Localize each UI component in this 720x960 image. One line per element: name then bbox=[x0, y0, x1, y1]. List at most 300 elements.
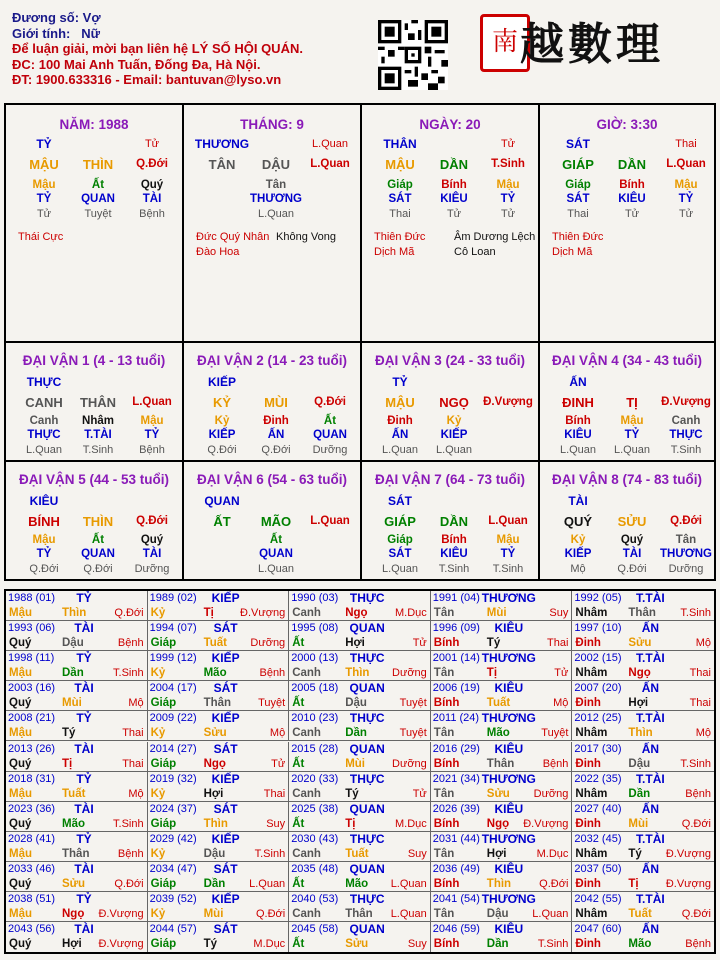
year-god: ẤN bbox=[641, 681, 660, 696]
hidden-can: Ất bbox=[269, 534, 283, 546]
year-state: T.Sinh bbox=[680, 607, 711, 619]
year-state: Mộ bbox=[128, 697, 144, 710]
dai-van-can: KỶ bbox=[212, 395, 232, 410]
year-cell bbox=[572, 742, 714, 772]
year-can: Giáp bbox=[150, 757, 177, 770]
year-can: Tân bbox=[433, 847, 455, 860]
year-state: Đ.Vượng bbox=[98, 908, 144, 920]
year-god: QUAN bbox=[349, 741, 385, 756]
year-label: 1998 (11) bbox=[8, 652, 55, 665]
extra-star: Cô Loan bbox=[454, 246, 496, 258]
year-state: Thai bbox=[689, 667, 711, 680]
hidden-god: TỶ bbox=[500, 548, 516, 560]
year-state: M.Dục bbox=[536, 847, 569, 860]
year-cell bbox=[148, 711, 290, 741]
year-god: TỶ bbox=[76, 892, 92, 906]
hidden-state: L.Quan bbox=[257, 563, 295, 575]
year-can: Kỷ bbox=[150, 908, 166, 920]
year-god: THỰC bbox=[349, 591, 385, 605]
year-chi: Ngọ bbox=[628, 667, 651, 680]
year-can: Giáp bbox=[150, 697, 177, 710]
hidden-can: Bính bbox=[619, 179, 645, 191]
year-cell bbox=[431, 681, 573, 711]
hidden-can: Bính bbox=[565, 415, 591, 427]
year-can: Giáp bbox=[150, 877, 177, 890]
year-label: 2020 (33) bbox=[291, 772, 339, 785]
year-god: KIÊU bbox=[494, 741, 524, 756]
year-chi: Mùi bbox=[628, 817, 649, 830]
year-can: Đinh bbox=[575, 637, 601, 650]
year-state: T.Sinh bbox=[537, 938, 569, 951]
year-state: Q.Đới bbox=[681, 817, 711, 830]
hidden-state: Tử bbox=[500, 208, 516, 220]
year-chi: Dậu bbox=[203, 847, 226, 860]
year-can: Canh bbox=[292, 727, 321, 740]
year-god: SÁT bbox=[213, 681, 238, 696]
year-can: Quý bbox=[9, 697, 32, 710]
hidden-can: Mậu bbox=[620, 415, 644, 427]
year-state: L.Quan bbox=[390, 877, 427, 890]
year-label: 2031 (44) bbox=[432, 832, 480, 845]
hidden-god: QUAN bbox=[259, 548, 293, 560]
dai-van-state: L.Quan bbox=[488, 515, 528, 527]
year-can: Quý bbox=[9, 637, 32, 650]
brand-seal: 南 bbox=[480, 14, 530, 72]
year-chi: Sửu bbox=[345, 938, 369, 951]
year-state: Mộ bbox=[695, 727, 711, 740]
hidden-can: Ất bbox=[91, 534, 105, 546]
year-state: Dưỡng bbox=[392, 757, 427, 770]
year-god: THỰC bbox=[349, 892, 385, 906]
dai-van-cell bbox=[6, 343, 184, 462]
year-state: Q.Đới bbox=[114, 607, 144, 619]
dai-van-rel: ẤN bbox=[569, 375, 587, 389]
year-can: Quý bbox=[9, 877, 32, 890]
year-god: QUAN bbox=[349, 861, 385, 876]
owner-line: Đương số: Vợ bbox=[12, 10, 101, 25]
year-chi: Dậu bbox=[62, 637, 84, 650]
year-god: TỶ bbox=[76, 771, 92, 786]
dai-van-chi: TỊ bbox=[626, 395, 638, 410]
pillar-state: Q.Đới bbox=[136, 158, 168, 170]
year-cell bbox=[6, 862, 148, 892]
year-god: QUAN bbox=[349, 801, 385, 816]
hidden-god: KIẾP bbox=[208, 429, 236, 441]
pillar-rel-left: THÂN bbox=[383, 137, 417, 151]
hidden-god: THƯƠNG bbox=[660, 548, 712, 560]
year-can: Đinh bbox=[575, 697, 601, 710]
hidden-state: Dưỡng bbox=[668, 563, 704, 575]
year-god: TỶ bbox=[76, 711, 92, 726]
hidden-state: Bệnh bbox=[139, 444, 165, 456]
hidden-can: Giáp bbox=[565, 179, 591, 191]
hidden-god: KIẾP bbox=[564, 548, 592, 560]
year-label: 2037 (50) bbox=[574, 862, 622, 875]
dai-van-cell bbox=[540, 462, 714, 579]
year-label: 2033 (46) bbox=[8, 862, 56, 875]
year-chi: Thân bbox=[486, 757, 515, 770]
year-label: 2006 (19) bbox=[432, 682, 480, 695]
year-chi: Mão bbox=[203, 667, 227, 680]
hidden-can: Kỷ bbox=[446, 415, 462, 427]
year-cell bbox=[148, 922, 290, 952]
hidden-state: Tử bbox=[446, 208, 462, 220]
year-label: 1988 (01) bbox=[8, 592, 56, 604]
year-god: SÁT bbox=[213, 922, 238, 937]
year-can: Quý bbox=[9, 757, 32, 770]
year-god: T.TÀI bbox=[636, 831, 665, 846]
contact-line: Để luận giải, mời bạn liên hệ LÝ SỐ HỘI QUÁN. bbox=[12, 41, 303, 56]
year-state: Đ.Vượng bbox=[240, 607, 286, 619]
year-state: Tuyệt bbox=[399, 697, 427, 710]
year-god: TỶ bbox=[76, 651, 92, 666]
year-cell bbox=[6, 651, 148, 681]
hidden-can: Mậu bbox=[496, 179, 520, 191]
year-cell bbox=[431, 922, 573, 952]
hidden-state: Tử bbox=[624, 208, 640, 220]
year-god: SÁT bbox=[213, 861, 238, 876]
hidden-god: SÁT bbox=[388, 193, 412, 205]
year-cell bbox=[148, 892, 290, 922]
year-state: Tử bbox=[412, 787, 427, 800]
year-cell bbox=[289, 922, 431, 952]
dai-van-title: ĐẠI VẬN 1 (4 - 13 tuổi) bbox=[22, 353, 166, 368]
year-can: Canh bbox=[292, 667, 321, 680]
year-chi: Mão bbox=[628, 938, 652, 951]
hidden-can: Tân bbox=[675, 534, 697, 546]
pillar-rel-left: THƯƠNG bbox=[194, 137, 250, 151]
year-chi: Dần bbox=[203, 877, 226, 890]
year-label: 1994 (07) bbox=[149, 622, 197, 635]
year-state: T.Sinh bbox=[113, 817, 144, 830]
hidden-god: SÁT bbox=[566, 193, 590, 205]
year-can: Bính bbox=[433, 817, 460, 830]
year-label: 1999 (12) bbox=[149, 652, 197, 665]
year-cell bbox=[148, 832, 290, 862]
dai-van-can: ĐINH bbox=[562, 395, 594, 410]
year-state: Thai bbox=[689, 697, 711, 710]
year-chi: Thìn bbox=[486, 877, 512, 890]
year-cell bbox=[6, 802, 148, 832]
year-god: QUAN bbox=[349, 681, 385, 696]
extra-star: Âm Dương Lệch bbox=[454, 231, 536, 243]
dai-van-can: MẬU bbox=[385, 395, 415, 410]
hidden-can: Ất bbox=[323, 415, 337, 427]
dai-van-state: Đ.Vượng bbox=[483, 396, 533, 408]
chart-grid bbox=[4, 103, 716, 581]
year-god: KIẾP bbox=[211, 831, 240, 846]
year-god: THƯƠNG bbox=[481, 711, 536, 726]
year-state: Dưỡng bbox=[392, 667, 427, 680]
year-chi: Ngọ bbox=[62, 908, 85, 920]
year-can: Quý bbox=[9, 938, 32, 951]
hidden-god: TỶ bbox=[36, 548, 52, 560]
year-state: Dưỡng bbox=[533, 787, 569, 800]
pillar-title: NGÀY: 20 bbox=[419, 117, 481, 132]
year-chi: Dần bbox=[628, 787, 651, 800]
phone-line: ĐT: 1900.633316 - Email: bantuvan@lyso.vn bbox=[12, 72, 282, 87]
year-chi: Ngọ bbox=[486, 817, 510, 830]
dai-van-rel: SÁT bbox=[388, 494, 412, 508]
pillar-state: L.Quan bbox=[310, 158, 350, 170]
dai-van-can: ẤT bbox=[213, 514, 231, 529]
hidden-god: SÁT bbox=[388, 548, 412, 560]
year-label: 2024 (37) bbox=[149, 802, 197, 815]
year-can: Giáp bbox=[150, 938, 177, 951]
hidden-state: Q.Đới bbox=[207, 444, 237, 456]
year-chi: Dần bbox=[345, 727, 367, 740]
year-state: Mộ bbox=[128, 787, 144, 800]
year-god: SÁT bbox=[213, 741, 238, 756]
pillar-state: T.Sinh bbox=[491, 158, 525, 170]
year-cell bbox=[6, 772, 148, 802]
year-god: THỰC bbox=[349, 711, 385, 726]
year-label: 2036 (49) bbox=[432, 862, 480, 875]
pillar-rel-right: L.Quan bbox=[311, 138, 349, 150]
year-cell bbox=[289, 742, 431, 772]
year-can: Bính bbox=[433, 637, 460, 650]
year-god: THỰC bbox=[349, 771, 385, 786]
dai-van-title: ĐẠI VẬN 7 (64 - 73 tuổi) bbox=[374, 472, 526, 487]
year-cell bbox=[6, 742, 148, 772]
year-can: Tân bbox=[433, 787, 455, 800]
year-cell bbox=[431, 802, 573, 832]
hidden-state: L.Quan bbox=[257, 208, 295, 220]
year-cell bbox=[148, 591, 290, 621]
year-state: Q.Đới bbox=[539, 877, 569, 890]
year-can: Canh bbox=[292, 908, 321, 920]
year-label: 2029 (42) bbox=[149, 832, 197, 845]
year-god: T.TÀI bbox=[636, 892, 665, 906]
hidden-can: Kỷ bbox=[214, 415, 230, 427]
year-state: Q.Đới bbox=[255, 908, 286, 920]
year-can: Mậu bbox=[9, 727, 32, 740]
year-can: Ất bbox=[292, 697, 305, 710]
year-god: TÀI bbox=[74, 801, 94, 816]
year-state: Dưỡng bbox=[250, 637, 286, 650]
pillar-can: MẬU bbox=[385, 157, 415, 172]
pillar-title: THÁNG: 9 bbox=[240, 117, 304, 132]
hidden-state: T.Sinh bbox=[670, 444, 702, 456]
year-cell bbox=[431, 892, 573, 922]
dai-van-title: ĐẠI VẬN 5 (44 - 53 tuổi) bbox=[18, 472, 170, 487]
pillar-title: NĂM: 1988 bbox=[59, 117, 129, 132]
year-label: 1992 (05) bbox=[574, 592, 622, 604]
year-state: Bệnh bbox=[117, 637, 144, 650]
extra-star: Thái Cực bbox=[18, 231, 64, 243]
year-state: T.Sinh bbox=[680, 757, 711, 770]
pillar-chi: DẬU bbox=[261, 157, 291, 172]
year-state: Thai bbox=[263, 787, 286, 800]
year-god: ẤN bbox=[641, 801, 660, 816]
year-god: T.TÀI bbox=[636, 771, 665, 786]
pillar-rel-right: Tử bbox=[500, 138, 516, 150]
year-label: 2016 (29) bbox=[432, 742, 480, 755]
year-label: 2044 (57) bbox=[149, 923, 197, 936]
year-cell bbox=[148, 772, 290, 802]
year-label: 2028 (41) bbox=[8, 832, 56, 845]
hidden-can: Kỷ bbox=[570, 534, 586, 546]
year-chi: Tý bbox=[628, 847, 642, 860]
hidden-can: Mậu bbox=[140, 415, 164, 427]
dai-van-state: L.Quan bbox=[132, 396, 172, 408]
year-cell bbox=[572, 922, 714, 952]
year-cell bbox=[6, 832, 148, 862]
year-state: Suy bbox=[266, 817, 286, 830]
year-cell bbox=[572, 681, 714, 711]
extra-star: Đức Quý Nhân bbox=[196, 231, 270, 243]
year-label: 2007 (20) bbox=[574, 682, 622, 695]
pillar-can: TÂN bbox=[208, 157, 236, 172]
year-god: THƯƠNG bbox=[481, 831, 536, 846]
year-label: 2045 (58) bbox=[291, 923, 339, 936]
year-can: Giáp bbox=[150, 637, 177, 650]
hidden-state: Q.Đới bbox=[83, 563, 113, 575]
year-cell bbox=[148, 621, 290, 651]
year-label: 2014 (27) bbox=[149, 742, 197, 755]
year-grid bbox=[4, 589, 716, 954]
year-chi: Hợi bbox=[486, 847, 507, 860]
hidden-state: Q.Đới bbox=[617, 563, 647, 575]
year-cell bbox=[572, 802, 714, 832]
hidden-can: Giáp bbox=[387, 534, 413, 546]
year-can: Canh bbox=[292, 847, 321, 860]
hidden-god: ẤN bbox=[391, 429, 409, 441]
year-chi: Tị bbox=[62, 757, 73, 770]
year-cell bbox=[289, 802, 431, 832]
year-can: Ất bbox=[292, 817, 305, 830]
dai-van-chi: MÃO bbox=[260, 514, 292, 529]
year-cell bbox=[289, 681, 431, 711]
year-can: Bính bbox=[433, 938, 460, 951]
year-can: Kỷ bbox=[150, 787, 166, 800]
year-chi: Tý bbox=[486, 637, 501, 650]
hidden-can: Canh bbox=[29, 415, 59, 427]
year-chi: Thìn bbox=[203, 817, 228, 830]
year-cell bbox=[572, 651, 714, 681]
year-state: Bệnh bbox=[542, 757, 569, 770]
year-cell bbox=[289, 892, 431, 922]
year-state: Tuyệt bbox=[399, 727, 427, 740]
dai-van-cell bbox=[540, 343, 714, 462]
year-god: KIẾP bbox=[211, 771, 240, 786]
year-god: T.TÀI bbox=[636, 591, 665, 605]
year-cell bbox=[6, 681, 148, 711]
year-state: Đ.Vượng bbox=[98, 938, 144, 951]
year-chi: Tuất bbox=[62, 787, 86, 800]
year-god: ẤN bbox=[641, 621, 660, 636]
year-god: KIẾP bbox=[211, 892, 240, 906]
year-label: 2039 (52) bbox=[149, 893, 197, 905]
year-state: T.Sinh bbox=[113, 667, 144, 680]
year-chi: Thìn bbox=[62, 607, 87, 619]
year-cell bbox=[431, 591, 573, 621]
year-god: TỶ bbox=[76, 591, 92, 605]
dai-van-rel: KIẾP bbox=[207, 375, 236, 389]
year-label: 2043 (56) bbox=[8, 923, 56, 936]
year-chi: Mão bbox=[62, 817, 85, 830]
year-cell bbox=[431, 621, 573, 651]
year-cell bbox=[431, 711, 573, 741]
dai-van-title: ĐẠI VẬN 8 (74 - 83 tuổi) bbox=[551, 472, 703, 487]
year-can: Nhâm bbox=[575, 847, 608, 860]
year-label: 2032 (45) bbox=[574, 832, 622, 845]
year-chi: Tuất bbox=[628, 908, 652, 920]
year-state: Tử bbox=[412, 637, 427, 650]
hidden-state: Dưỡng bbox=[312, 444, 348, 456]
year-state: Thai bbox=[122, 757, 144, 770]
year-god: THƯƠNG bbox=[481, 892, 536, 906]
year-god: T.TÀI bbox=[636, 711, 665, 726]
dai-van-chi: MÙI bbox=[264, 395, 288, 410]
year-can: Nhâm bbox=[575, 908, 608, 920]
year-cell bbox=[572, 591, 714, 621]
year-chi: Hợi bbox=[628, 697, 649, 710]
year-chi: Dậu bbox=[345, 697, 367, 710]
year-chi: Dần bbox=[62, 667, 84, 680]
hidden-state: Bệnh bbox=[139, 208, 165, 220]
year-label: 2012 (25) bbox=[574, 712, 622, 725]
pillar-chi: THÌN bbox=[82, 157, 114, 172]
year-label: 2013 (26) bbox=[8, 742, 56, 755]
year-god: TÀI bbox=[74, 621, 94, 636]
year-cell bbox=[572, 862, 714, 892]
year-label: 2035 (48) bbox=[291, 862, 339, 875]
dai-van-can: CANH bbox=[25, 395, 63, 410]
year-can: Mậu bbox=[9, 667, 32, 680]
hidden-god: THỰC bbox=[669, 429, 703, 441]
hidden-god: ẤN bbox=[267, 429, 285, 441]
year-label: 2027 (40) bbox=[574, 802, 622, 815]
hidden-can: Canh bbox=[671, 415, 701, 427]
pillar-rel-left: SÁT bbox=[566, 137, 590, 151]
year-can: Tân bbox=[433, 667, 455, 680]
dai-van-state: Đ.Vượng bbox=[661, 396, 711, 408]
year-label: 2011 (24) bbox=[432, 712, 480, 725]
year-chi: Mùi bbox=[203, 908, 224, 920]
extra-star: Không Vong bbox=[276, 231, 336, 243]
year-cell bbox=[431, 832, 573, 862]
year-chi: Hợi bbox=[62, 938, 82, 951]
year-state: L.Quan bbox=[249, 877, 286, 890]
hidden-can: Quý bbox=[140, 179, 164, 191]
dai-van-rel: QUAN bbox=[204, 494, 240, 508]
year-label: 2000 (13) bbox=[291, 652, 339, 665]
year-god: TỶ bbox=[76, 831, 92, 846]
year-state: M.Dục bbox=[253, 938, 286, 951]
dai-van-cell bbox=[362, 462, 540, 579]
year-state: Tử bbox=[554, 667, 569, 680]
year-chi: Tuất bbox=[345, 847, 369, 860]
header-info bbox=[12, 10, 352, 88]
dai-van-state: L.Quan bbox=[310, 515, 350, 527]
hidden-state: T.Sinh bbox=[82, 444, 114, 456]
hidden-god: KIÊU bbox=[564, 429, 592, 441]
year-label: 2002 (15) bbox=[574, 652, 622, 665]
year-chi: Dậu bbox=[628, 757, 651, 770]
year-can: Nhâm bbox=[575, 787, 608, 800]
year-label: 2042 (55) bbox=[574, 893, 622, 905]
hidden-can: Đinh bbox=[387, 415, 413, 427]
year-can: Mậu bbox=[9, 847, 32, 860]
year-can: Ất bbox=[292, 757, 305, 770]
year-can: Đinh bbox=[575, 877, 601, 890]
year-state: Tuyệt bbox=[258, 697, 286, 710]
year-chi: Thân bbox=[628, 607, 656, 619]
hidden-can: Mậu bbox=[32, 179, 56, 191]
year-state: Q.Đới bbox=[114, 877, 144, 890]
year-cell bbox=[6, 591, 148, 621]
